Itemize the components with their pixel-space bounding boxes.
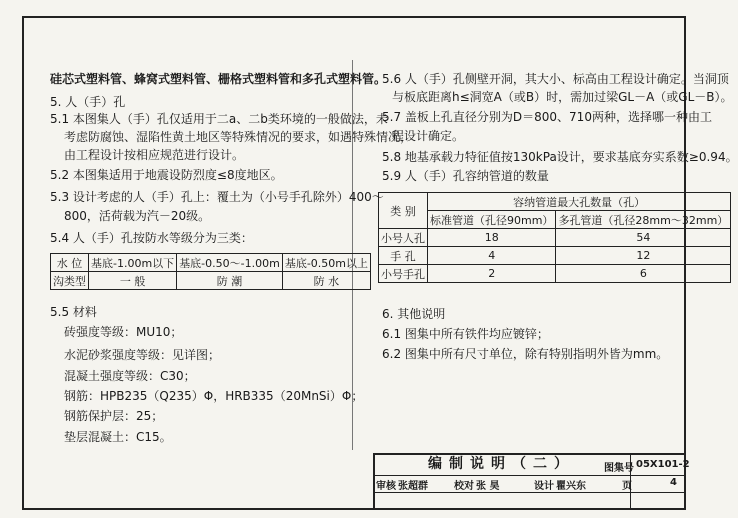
designer-name: 瞿兴东 xyxy=(556,481,586,492)
pipe-capacity-table xyxy=(378,192,731,283)
table-cell: 沟类型 xyxy=(51,272,89,290)
table-cell: 水 位 xyxy=(51,254,89,272)
para-6-1: 6.1 图集中所有铁件均应镀锌； xyxy=(382,327,549,341)
table-cell: 一 般 xyxy=(89,272,177,290)
intro-line: 硅芯式塑料管、蜂窝式塑料管、栅格式塑料管和多孔式塑料管。 xyxy=(50,72,387,86)
para-5-1-line2: 考虑防腐蚀、湿陷性黄土地区等特殊情况的要求，如遇特殊情况， xyxy=(64,130,413,144)
table-header-standard: 标准管道（孔径90mm） xyxy=(428,211,556,229)
table-header-multi: 多孔管道（孔径28mm～32mm） xyxy=(556,211,731,229)
page-label: 页 xyxy=(622,481,632,492)
section-5-5-heading: 5.5 材料 xyxy=(50,305,97,319)
material-cover: 钢筋保护层：25； xyxy=(64,409,164,423)
table-cell: 基底-0.50m以上 xyxy=(282,254,370,272)
table-cell: 基底-1.00m以下 xyxy=(89,254,177,272)
table-row xyxy=(51,272,371,290)
sheet-title: 编制说明（二） xyxy=(428,456,575,472)
table-cell: 6 xyxy=(556,265,731,283)
table-row xyxy=(379,211,731,229)
table-cell: 防 水 xyxy=(282,272,370,290)
table-cell: 手 孔 xyxy=(379,247,428,265)
table-cell: 小号人孔 xyxy=(379,229,428,247)
table-header-category: 类 别 xyxy=(379,193,428,229)
para-5-9: 5.9 人（手）孔容纳管道的数量 xyxy=(382,169,549,183)
para-5-7-line1: 5.7 盖板上孔直径分别为D＝800、710两种，选择哪一种由工 xyxy=(382,110,712,124)
para-5-3-line2: 800，活荷载为汽－20级。 xyxy=(64,209,211,223)
atlas-no-value: 05X101-2 xyxy=(636,459,690,470)
table-cell: 54 xyxy=(556,229,731,247)
material-concrete: 混凝土强度等级：C30； xyxy=(64,369,196,383)
atlas-no-label: 图集号 xyxy=(604,463,634,474)
checker-name: 张 昊 xyxy=(476,481,500,492)
title-block-rule xyxy=(373,475,686,476)
review-label: 审核 xyxy=(376,481,396,492)
para-5-6-line1: 5.6 人（手）孔侧壁开洞，其大小、标高由工程设计确定。当洞顶 xyxy=(382,72,729,86)
table-row xyxy=(379,193,731,211)
material-brick: 砖强度等级：MU10； xyxy=(64,325,183,339)
para-5-6-line2: 与板底距离h≤洞宽A（或B）时，需加过梁GL－A（或GL－B）。 xyxy=(392,90,733,104)
section-6-heading: 6. 其他说明 xyxy=(382,307,446,321)
table-cell: 2 xyxy=(428,265,556,283)
title-block-rule xyxy=(373,492,686,493)
table-cell: 小号手孔 xyxy=(379,265,428,283)
material-mortar: 水泥砂浆强度等级：见详图； xyxy=(64,348,221,362)
para-5-8: 5.8 地基承载力特征值按130kPa设计，要求基底夯实系数≥0.94。 xyxy=(382,150,738,164)
waterproof-grade-table xyxy=(50,253,371,290)
material-cushion: 垫层混凝土：C15。 xyxy=(64,430,172,444)
table-cell: 基底-0.50～-1.00m xyxy=(177,254,283,272)
table-cell: 18 xyxy=(428,229,556,247)
check-label: 校对 xyxy=(454,481,474,492)
para-6-2: 6.2 图集中所有尺寸单位，除有特别指明外皆为mm。 xyxy=(382,347,669,361)
table-cell: 4 xyxy=(428,247,556,265)
material-rebar: 钢筋：HPB235（Q235）Φ，HRB335（20MnSi）Φ； xyxy=(64,389,364,403)
table-cell: 防 潮 xyxy=(177,272,283,290)
table-row xyxy=(379,229,731,247)
section-5-heading: 5. 人（手）孔 xyxy=(50,95,126,109)
para-5-3-line1: 5.3 设计考虑的人（手）孔上：覆土为（小号手孔除外）400～ xyxy=(50,190,384,204)
para-5-2: 5.2 本图集适用于地震设防烈度≤8度地区。 xyxy=(50,168,283,182)
reviewer-name: 张超群 xyxy=(398,481,428,492)
page-number: 4 xyxy=(670,477,677,488)
para-5-1-line1: 5.1 本图集人（手）孔仅适用于二a、二b类环境的一般做法，未 xyxy=(50,112,388,126)
table-row xyxy=(51,254,371,272)
para-5-7-line2: 程设计确定。 xyxy=(392,129,465,143)
design-label: 设计 xyxy=(534,481,554,492)
para-5-4: 5.4 人（手）孔按防水等级分为三类： xyxy=(50,231,253,245)
para-5-1-line3: 由工程设计按相应规范进行设计。 xyxy=(64,148,245,162)
table-header-capacity: 容纳管道最大孔数量（孔） xyxy=(428,193,731,211)
table-cell: 12 xyxy=(556,247,731,265)
table-row xyxy=(379,265,731,283)
table-row xyxy=(379,247,731,265)
